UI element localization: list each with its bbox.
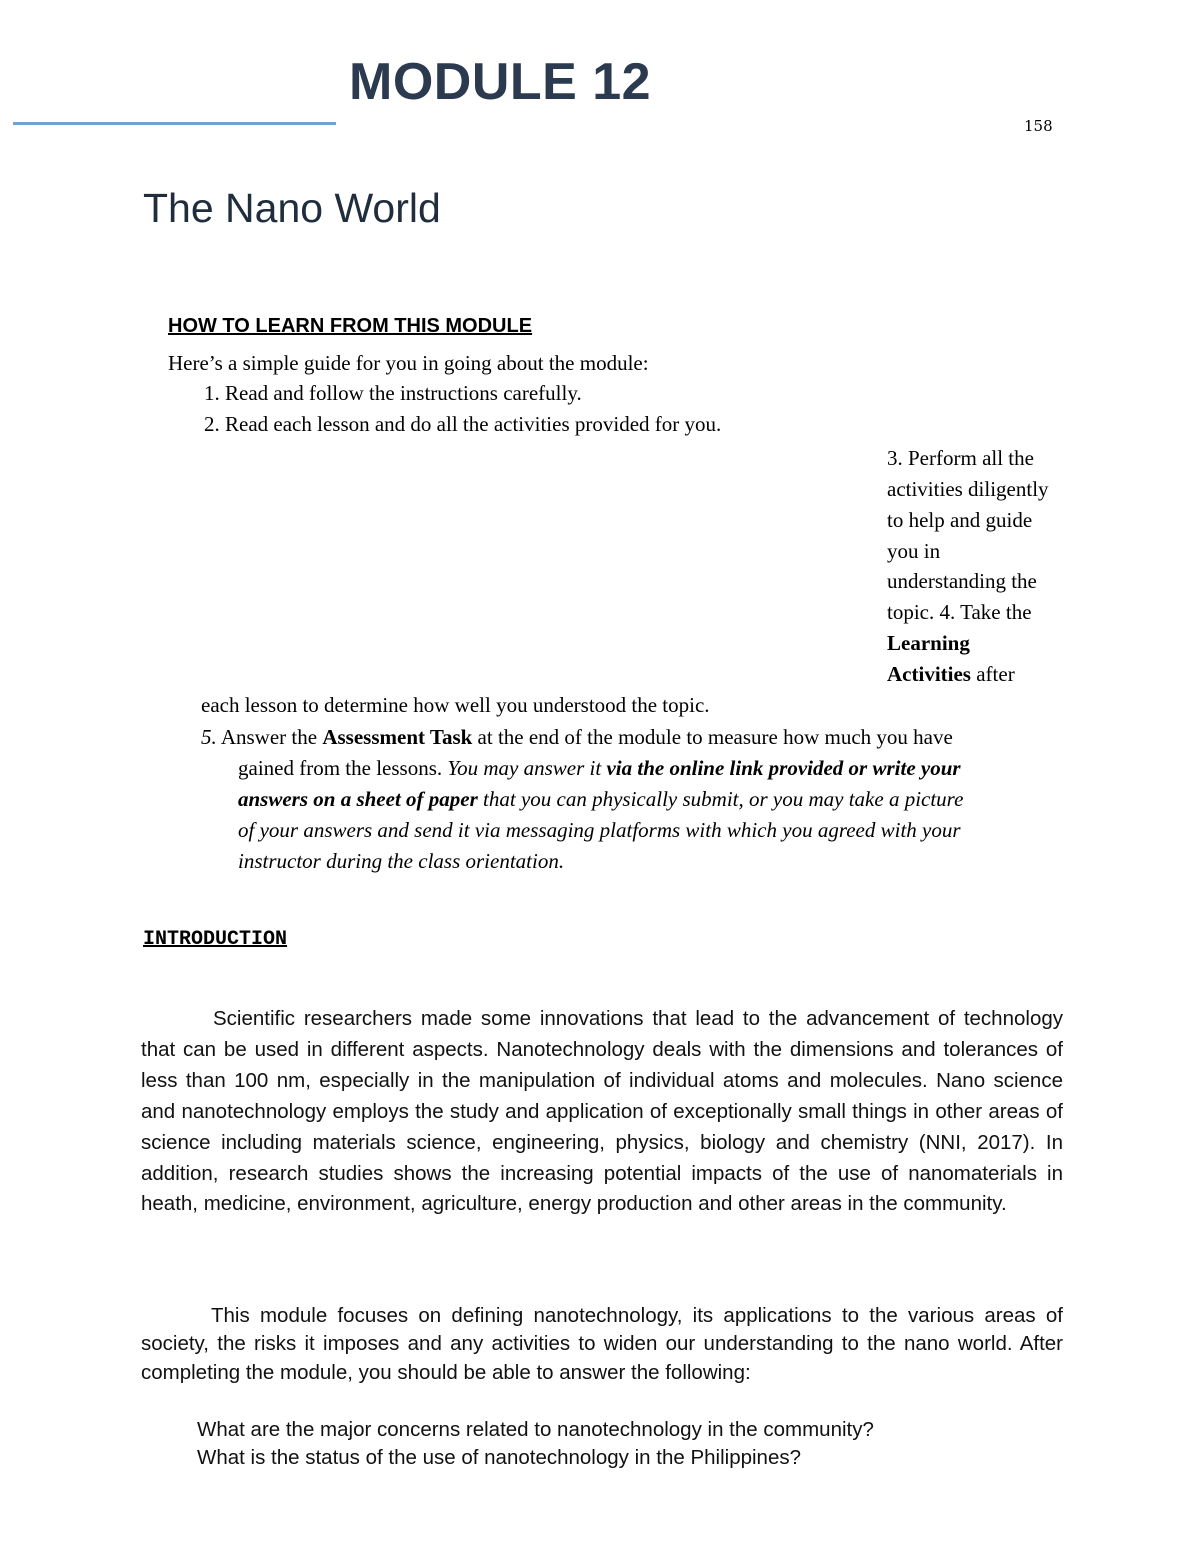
step-5-line-4: of your answers and send it via messaging platforms with which you agreed with your — [238, 818, 961, 842]
page-number: 158 — [1024, 117, 1053, 135]
step-5-number: 5. — [201, 725, 217, 749]
step-5-bold: Assessment Task — [322, 725, 473, 749]
step-5-bold-italic: via the online link provided or write your — [606, 756, 961, 780]
step-4-continuation: each lesson to determine how well you understood the topic. — [201, 693, 710, 717]
module-title: MODULE 12 — [349, 53, 652, 111]
introduction-paragraph-1: Scientific researchers made some innovations that lead to the advancement of technology that can be used in different aspects. Nanotechnology deals with the dimensions and tolerances of less than 100 nm, especially in the manipulation of individual atoms and molecules. Nano science and nanotechnology employs the study and application of exceptionally small things in other areas of science including materials science, engineering, physics, biology and chemistry (NNI, 2017). In addition, research studies shows the increasing potential impacts of the use of nanomaterials in heath, medicine, environment, agriculture, energy production and other areas in the community. — [141, 1007, 1063, 1216]
how-to-heading: HOW TO LEARN FROM THIS MODULE — [168, 315, 533, 337]
step-2: 2. Read each lesson and do all the activities provided for you. — [204, 412, 722, 436]
step-5-italic: that you can physically submit, or you may take a picture — [477, 787, 964, 811]
step-4-bold: Activities — [887, 662, 971, 686]
step-5-text: gained from the lessons. — [238, 756, 448, 780]
step-3-line: to help and guide — [887, 508, 1033, 532]
how-to-intro: Here’s a simple guide for you in going about the module: — [168, 351, 649, 375]
step-3-line: you in — [887, 539, 941, 563]
step-5-line-2 — [238, 753, 961, 784]
step-3-line: 3. Perform all the — [887, 446, 1034, 470]
step-3-line: topic. 4. Take the — [887, 600, 1032, 624]
question-1: What are the major concerns related to nanotechnology in the community? — [197, 1418, 874, 1441]
introduction-paragraph-2: This module focuses on defining nanotechnology, its applications to the various areas of society, the risks it imposes and any activities to widen our understanding to the nano world. After completing the module, you should be able to answer the following: — [141, 1304, 1063, 1384]
step-4-after: after — [970, 662, 1015, 686]
step-4-line — [887, 659, 1015, 690]
step-5-rest: at the end of the module to measure how much you have — [472, 725, 953, 749]
step-5-line-1 — [201, 722, 953, 753]
step-3-line: activities diligently — [887, 477, 1049, 501]
introduction-heading: INTRODUCTION — [143, 928, 288, 951]
step-1: 1. Read and follow the instructions carefully. — [204, 381, 582, 405]
question-2: What is the status of the use of nanotechnology in the Philippines? — [197, 1446, 801, 1469]
document-title: The Nano World — [143, 185, 441, 231]
header-rule — [13, 122, 336, 125]
step-3-line: understanding the — [887, 569, 1037, 593]
step-5-line-5: instructor during the class orientation. — [238, 849, 565, 873]
step-5-italic: You may answer it — [447, 756, 607, 780]
step-4-bold: Learning — [887, 631, 970, 655]
step-5-bold-italic: answers on a sheet of paper — [238, 787, 478, 811]
step-5-lead: Answer the — [220, 725, 323, 749]
step-5-line-3 — [238, 784, 963, 815]
